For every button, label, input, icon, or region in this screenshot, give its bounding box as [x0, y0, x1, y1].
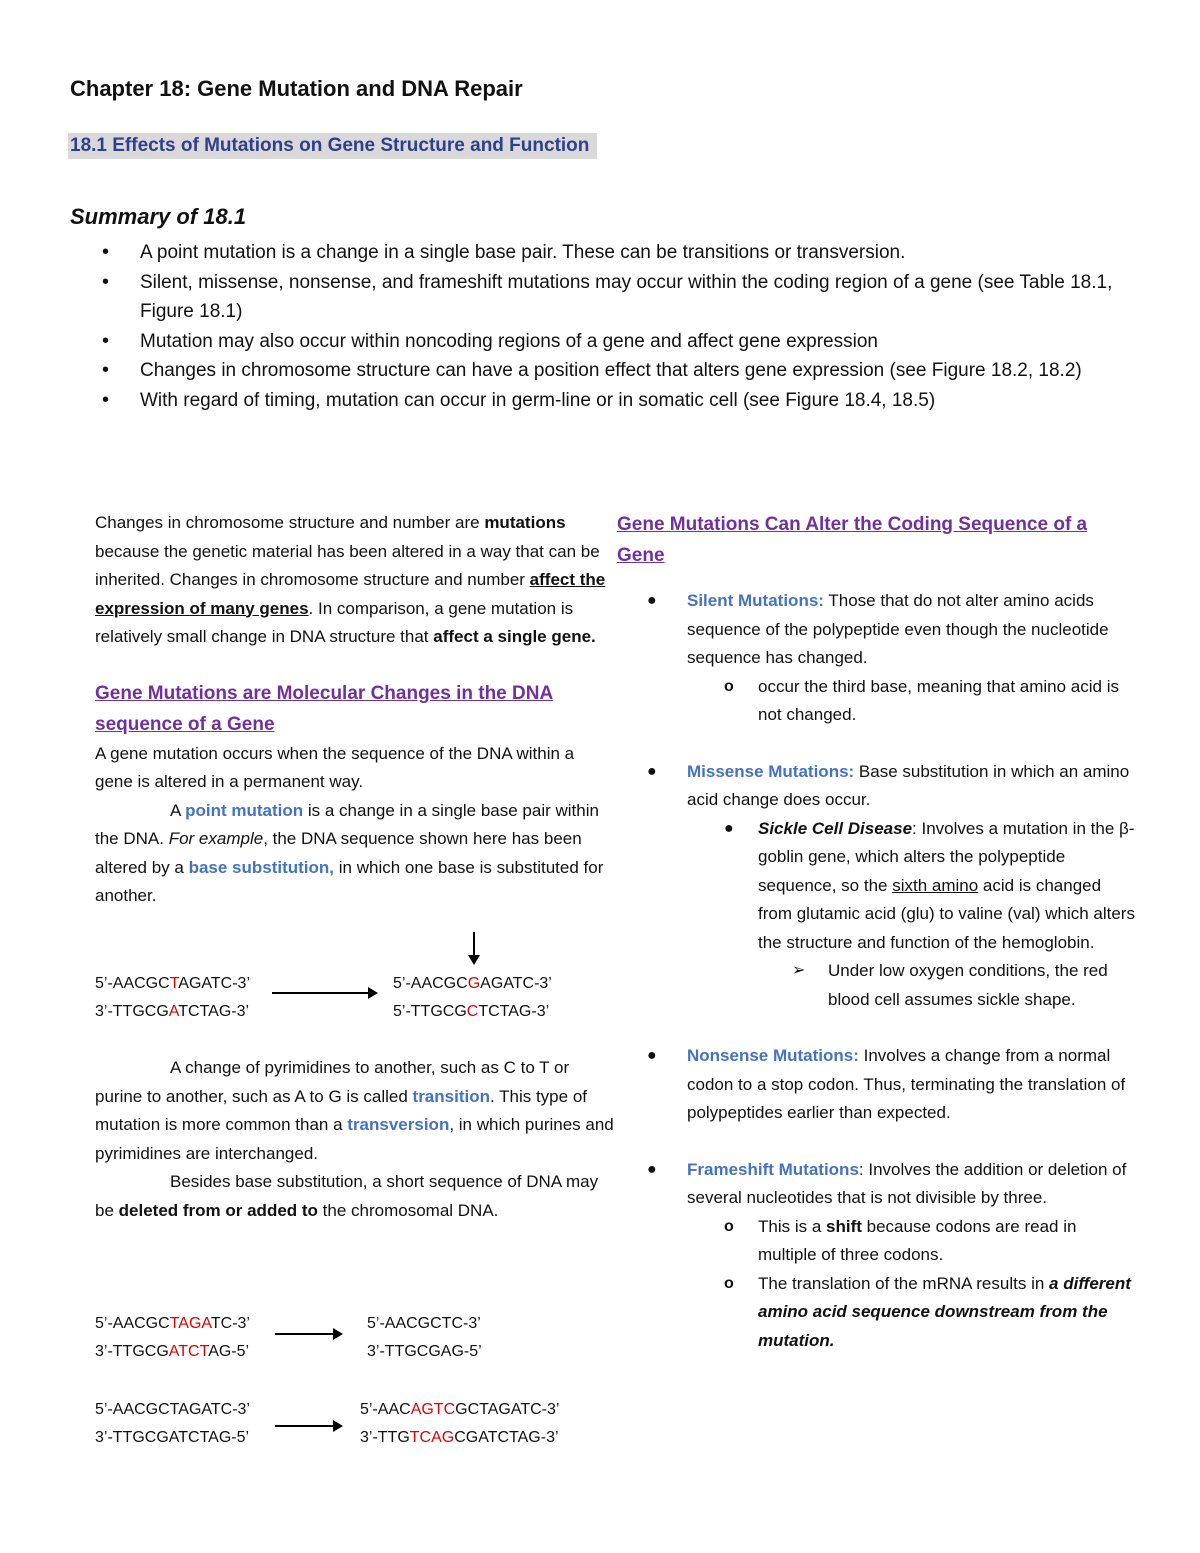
frameshift-subitem: o The translation of the mRNA results in a different amino acid sequence downstream from the mutation. — [617, 1270, 1137, 1356]
chapter-title: Chapter 18: Gene Mutation and DNA Repair — [70, 76, 523, 101]
summary-item: • Mutation may also occur within noncoding regions of a gene and affect gene expression — [100, 327, 1140, 357]
ex1-mutated: 5’-AACGCGAGATC-3’ 5’-TTGCGCTCTAG-3’ — [393, 975, 552, 1020]
arrow-right-icon — [333, 1328, 343, 1340]
arrow-right-icon — [333, 1420, 343, 1432]
left-column-lower — [95, 1054, 615, 1225]
gene-mutation-definition: A gene mutation occurs when the sequence of the DNA within a gene is altered in a permanent way. — [95, 743, 575, 791]
left-column — [95, 509, 615, 911]
sickle-cell-subitem: ● Sickle Cell Disease: Involves a mutation in the β-goblin gene, which alters the polypeptide sequence, so the sixth amino acid is changed from glutamic acid (glu) to valine (val) which alters the structure and function of the hemoglobin. — [617, 815, 1137, 958]
summary-item: • Changes in chromosome structure can have a position effect that alters gene expression (see Figure 18.2, 18.2) — [100, 356, 1140, 386]
ex3-arrow — [275, 1425, 335, 1427]
bullet-icon: o — [724, 1217, 734, 1235]
bullet-icon: ● — [647, 1047, 657, 1064]
arrow-right-icon — [368, 987, 378, 999]
bullet-icon: o — [724, 1274, 734, 1292]
section-heading: 18.1 Effects of Mutations on Gene Structure and Function — [68, 133, 597, 159]
summary-item: • With regard of timing, mutation can occur in germ-line or in somatic cell (see Figure 18.4, 18.5) — [100, 386, 1140, 416]
transition-paragraph: A change of pyrimidines to another, such as C to T or purine to another, such as A to G is called transition. This type of mutation is more common than a transversion, in which purines and pyrimidines are interchanged. — [95, 1058, 614, 1163]
missense-mutation-item: ● Missense Mutations: Base substitution in which an amino acid change does occur. — [617, 758, 1137, 815]
bullet-icon: ● — [724, 819, 734, 837]
bullet-icon: o — [724, 677, 734, 695]
ex2-deleted: 5’-AACGCTC-3’ 3’-TTGCGAG-5’ — [367, 1315, 482, 1360]
bullet-icon: ● — [647, 592, 657, 609]
summary-list — [100, 238, 1140, 415]
arrow-bullet-icon: ➢ — [792, 962, 806, 979]
summary-item: • A point mutation is a change in a single base pair. These can be transitions or transversion. — [100, 238, 1140, 268]
sickle-shape-subitem: ➢ Under low oxygen conditions, the red blood cell assumes sickle shape. — [617, 957, 1137, 1014]
right-column — [617, 509, 1137, 1355]
ex3-original: 5’-AACGCTAGATC-3’ 3’-TTGCGATCTAG-5’ — [95, 1401, 250, 1446]
bullet-icon: ● — [647, 1160, 657, 1178]
point-mutation-paragraph: A point mutation is a change in a single base pair within the DNA. For example, the DNA sequence shown here has been altered by a base substitution, in which one base is substituted for another. — [95, 800, 604, 905]
left-section-heading: Gene Mutations are Molecular Changes in the DNA sequence of a Gene — [95, 682, 554, 735]
deletion-paragraph: Besides base substitution, a short sequence of DNA may be deleted from or added to the chromosomal DNA. — [95, 1172, 599, 1220]
ex2-original: 5’-AACGCTAGATC-3’ 3’-TTGCGATCTAG-5’ — [95, 1315, 250, 1360]
ex3-inserted: 5’-AACAGTCGCTAGATC-3’ 3’-TTGTCAGCGATCTAG-3’ — [360, 1401, 560, 1446]
right-section-heading: Gene Mutations Can Alter the Coding Sequence of a Gene — [617, 514, 1088, 566]
intro-paragraph: Changes in chromosome structure and number are mutations because the genetic material has been altered in a way that can be inherited. Changes in chromosome structure and number affect the expression of many genes. In comparison, a gene mutation is relatively small change in DNA structure that affect a single gene. — [95, 513, 606, 646]
frameshift-mutation-item: ● Frameshift Mutations: Involves the addition or deletion of several nucleotides that is not divisible by three. — [617, 1156, 1137, 1213]
ex1-arrow — [272, 992, 370, 994]
frameshift-subitem: o This is a shift because codons are read in multiple of three codons. — [617, 1213, 1137, 1270]
nonsense-mutation-item: ● Nonsense Mutations: Involves a change from a normal codon to a stop codon. Thus, terminating the translation of polypeptides earlier than expected. — [617, 1042, 1137, 1128]
arrow-down-icon — [468, 955, 480, 965]
ex1-original: 5’-AACGCTAGATC-3’ 3’-TTGCGATCTAG-3’ — [95, 975, 250, 1020]
silent-mutation-item: ● Silent Mutations: Those that do not alter amino acids sequence of the polypeptide even though the nucleotide sequence has changed. — [617, 587, 1137, 673]
summary-heading: Summary of 18.1 — [70, 204, 247, 229]
bullet-icon: ● — [647, 762, 657, 780]
summary-item: • Silent, missense, nonsense, and frameshift mutations may occur within the coding region of a gene (see Table 18.1, Figure 18.1) — [100, 268, 1140, 327]
silent-subitem: o occur the third base, meaning that amino acid is not changed. — [617, 673, 1137, 730]
ex2-arrow — [275, 1333, 335, 1335]
